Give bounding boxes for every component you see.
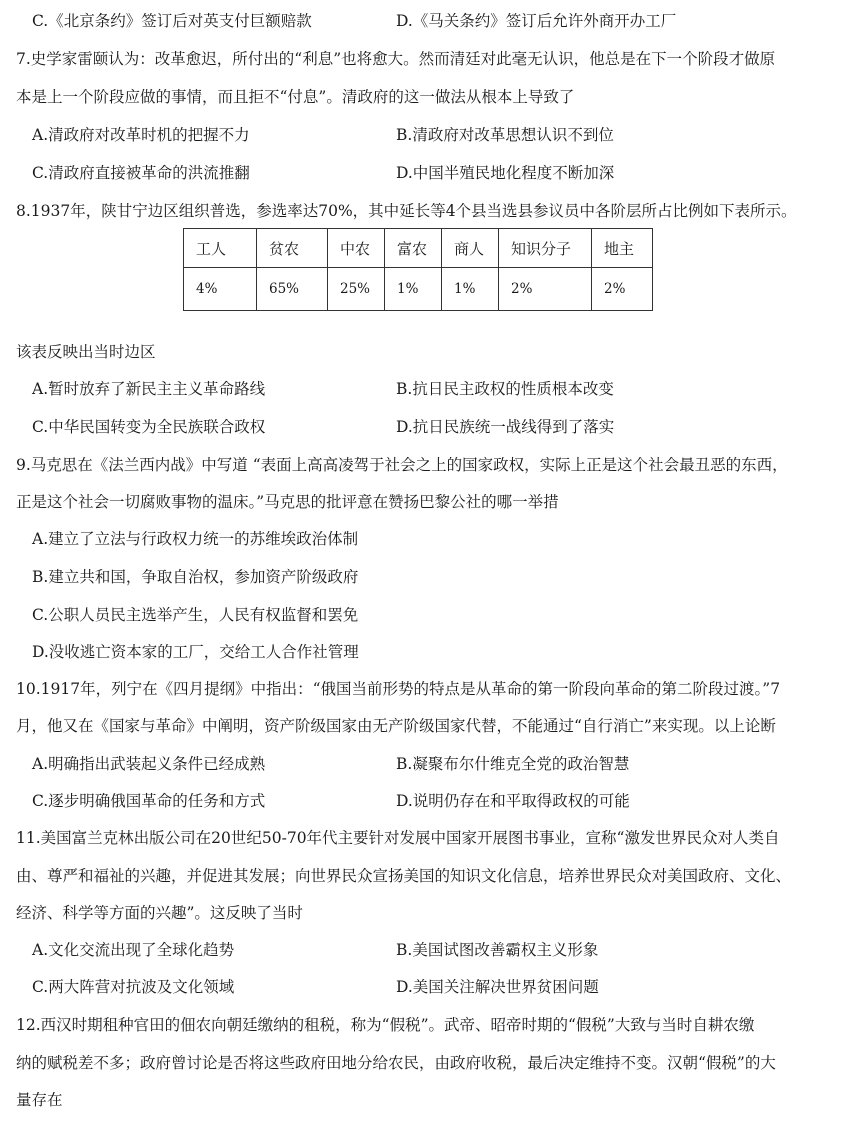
q12-stem-line1: 12.西汉时期租种官田的佃农向朝廷缴纳的租税，称为“假税”。武帝、昭帝时期的“假税”大致与当时自耕农缴 <box>16 1016 755 1034</box>
q10-option-c[interactable]: C.逐步明确俄国革命的任务和方式 <box>32 792 266 810</box>
q10-option-a[interactable]: A.明确指出武装起义条件已经成熟 <box>32 755 266 773</box>
table-value-cell: 2% <box>592 268 653 311</box>
table-header-cell: 富农 <box>385 229 442 268</box>
table-header-cell: 工人 <box>184 229 257 268</box>
q11-option-b[interactable]: B.美国试图改善霸权主义形象 <box>396 941 599 959</box>
table-value-cell: 1% <box>385 268 442 311</box>
q11-stem-line1: 11.美国富兰克林出版公司在20世纪50-70年代主要针对发展中国家开展图书事业，宣称“激发世界民众对人类自 <box>16 829 780 847</box>
q10-stem-line2: 月，他又在《国家与革命》中阐明，资产阶级国家由无产阶级国家代替，不能通过“自行消亡”来实现。以上论断 <box>16 717 776 735</box>
table-value-row <box>184 268 653 311</box>
q6-option-c[interactable]: C.《北京条约》签订后对英支付巨额赔款 <box>32 12 312 30</box>
q8-data-table <box>183 228 653 311</box>
table-header-cell: 贫农 <box>257 229 328 268</box>
q11-stem-line3: 经济、科学等方面的兴趣”。这反映了当时 <box>16 904 303 922</box>
q9-stem-line1: 9.马克思在《法兰西内战》中写道 “表面上高高凌驾于社会之上的国家政权，实际上正是这个社会最丑恶的东西， <box>16 456 788 474</box>
table-header-row <box>184 229 653 268</box>
q9-option-c[interactable]: C.公职人员民主选举产生，人民有权监督和罢免 <box>32 606 359 624</box>
q8-option-c[interactable]: C.中华民国转变为全民族联合政权 <box>32 418 266 436</box>
q8-option-d[interactable]: D.抗日民族统一战线得到了落实 <box>396 418 615 436</box>
q11-stem-line2: 由、尊严和福祉的兴趣，并促进其发展；向世界民众宣扬美国的知识文化信息，培养世界民众对美国政府、文化、 <box>16 867 792 885</box>
table-header-cell: 地主 <box>592 229 653 268</box>
q6-option-d[interactable]: D.《马关条约》签订后允许外商开办工厂 <box>396 12 677 30</box>
q10-stem-line1: 10.1917年，列宁在《四月提纲》中指出：“俄国当前形势的特点是从革命的第一阶段向革命的第二阶段过渡。”7 <box>16 680 781 698</box>
table-value-cell: 2% <box>499 268 592 311</box>
q10-option-d[interactable]: D.说明仍存在和平取得政权的可能 <box>396 792 630 810</box>
table-value-cell: 1% <box>442 268 499 311</box>
q11-option-c[interactable]: C.两大阵营对抗波及文化领域 <box>32 978 235 996</box>
q7-stem-line1: 7.史学家雷颐认为：改革愈迟，所付出的“利息”也将愈大。然而清廷对此毫无认识，他总是在下一个阶段才做原 <box>16 50 776 68</box>
table-value-cell: 4% <box>184 268 257 311</box>
q8-option-b[interactable]: B.抗日民主政权的性质根本改变 <box>396 380 614 398</box>
q12-stem-line2: 纳的赋税差不多；政府曾讨论是否将这些政府田地分给农民，由政府收税，最后决定维持不变。汉朝“假税”的大 <box>16 1054 776 1072</box>
q12-stem-line3: 量存在 <box>16 1091 63 1109</box>
q10-option-b[interactable]: B.凝聚布尔什维克全党的政治智慧 <box>396 755 630 773</box>
q9-option-b[interactable]: B.建立共和国，争取自治权，参加资产阶级政府 <box>32 568 359 586</box>
q7-option-d[interactable]: D.中国半殖民地化程度不断加深 <box>396 164 615 182</box>
q9-option-a[interactable]: A.建立了立法与行政权力统一的苏维埃政治体制 <box>32 530 359 548</box>
q7-option-c[interactable]: C.清政府直接被革命的洪流推翻 <box>32 164 250 182</box>
q8-stem-line2: 该表反映出当时边区 <box>16 343 156 361</box>
q8-stem-line1: 8.1937年，陕甘宁边区组织普选，参选率达70%，其中延长等4个县当选县参议员中各阶层所占比例如下表所示。 <box>16 202 797 220</box>
q7-stem-line2: 本是上一个阶段应做的事情，而且拒不“付息”。清政府的这一做法从根本上导致了 <box>16 88 575 106</box>
table-value-cell: 65% <box>257 268 328 311</box>
q8-option-a[interactable]: A.暂时放弃了新民主主义革命路线 <box>32 380 266 398</box>
table-header-cell: 知识分子 <box>499 229 592 268</box>
q9-option-d[interactable]: D.没收逃亡资本家的工厂，交给工人合作社管理 <box>32 643 359 661</box>
table-value-cell: 25% <box>328 268 385 311</box>
q11-option-a[interactable]: A.文化交流出现了全球化趋势 <box>32 941 235 959</box>
table-header-cell: 中农 <box>328 229 385 268</box>
q11-option-d[interactable]: D.美国关注解决世界贫困问题 <box>396 978 599 996</box>
table-header-cell: 商人 <box>442 229 499 268</box>
q7-option-a[interactable]: A.清政府对改革时机的把握不力 <box>32 126 250 144</box>
q7-option-b[interactable]: B.清政府对改革思想认识不到位 <box>396 126 614 144</box>
q9-stem-line2: 正是这个社会一切腐败事物的温床。”马克思的批评意在赞扬巴黎公社的哪一举措 <box>16 493 559 511</box>
